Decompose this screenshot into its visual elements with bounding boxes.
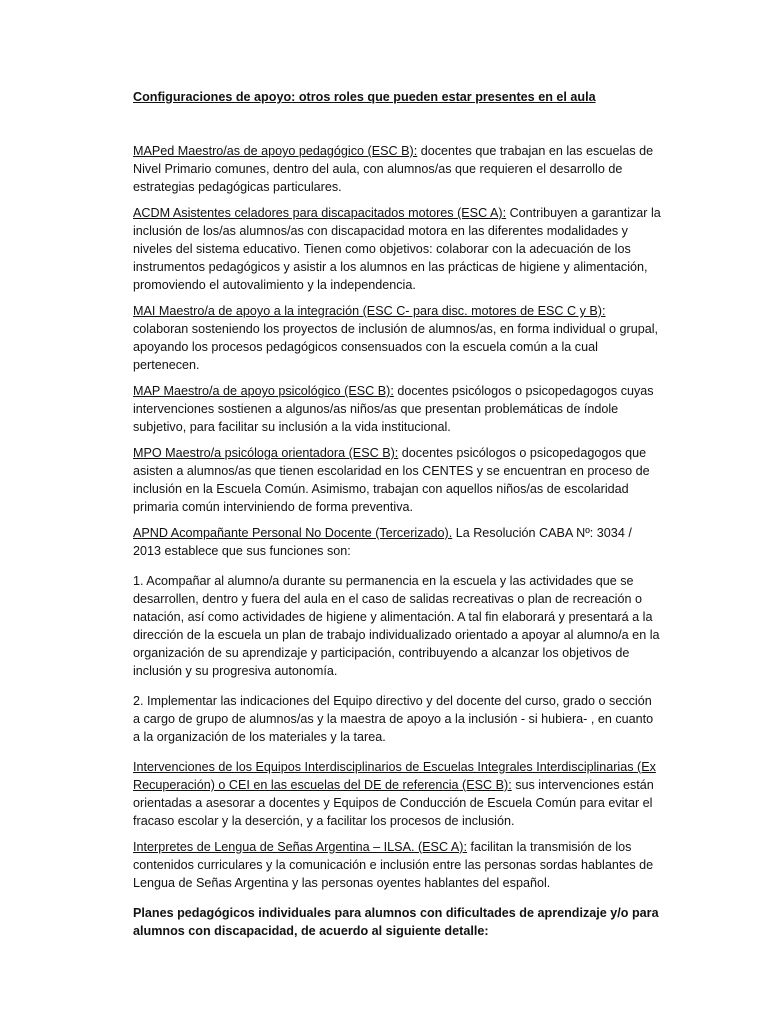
section-mpo: [133, 444, 661, 516]
section-heading: Interpretes de Lengua de Señas Argentina – ILSA. (ESC A):: [133, 840, 467, 854]
section-body: facilitan la transmisión de los contenidos curriculares y la comunicación e inclusión entre las personas sordas hablantes de Lengua de Señas Argentina y las personas oyentes hablantes del español.: [133, 840, 654, 890]
section-heading: MAP Maestro/a de apoyo psicológico (ESC B):: [133, 384, 394, 398]
section-body: docentes psicólogos o psicopedagogos cuyas intervenciones sostienen a algunos/as niños/as que presentan problemáticas de índole subjetivo, para facilitar su inclusión a la vida institucional.: [133, 384, 654, 434]
numbered-item-2: 2. Implementar las indicaciones del Equipo directivo y del docente del curso, grado o sección a cargo de grupo de alumnos/as y la maestra de apoyo a la inclusión - si hubiera- , en cuanto a la organización de los materiales y la tarea.: [133, 694, 654, 744]
section-heading: Intervenciones de los Equipos Interdisciplinarios de Escuelas Integrales Interdisciplinarias (Ex Recuperación) o CEI en las escuelas del DE de referencia (ESC B):: [133, 760, 656, 792]
section-equipos-interdisciplinarios: [133, 758, 661, 830]
section-heading: APND Acompañante Personal No Docente (Tercerizado).: [133, 526, 453, 540]
section-body: docentes que trabajan en las escuelas de Nivel Primario comunes, dentro del aula, con alumnos/as que requieren el desarrollo de estrategias pedagógicas particulares.: [133, 144, 654, 194]
section-body: docentes psicólogos o psicopedagogos que asisten a alumnos/as que tienen escolaridad en los CENTES y se encuentran en proceso de inclusión en la Escuela Común. Asimismo, trabajan con aquellos niños/as de escolaridad primaria común interviniendo de forma preventiva.: [133, 446, 650, 514]
section-mai: [133, 302, 661, 374]
section-acdm: [133, 204, 661, 294]
section-apnd: [133, 524, 661, 560]
document-page: [133, 88, 661, 948]
section-heading: MAPed Maestro/as de apoyo pedagógico (ESC B):: [133, 144, 418, 158]
section-body: colaboran sosteniendo los proyectos de inclusión de alumnos/as, en forma individual o grupal, apoyando los procesos pedagógicos consensuados con la escuela común a la cual pertenecen.: [133, 322, 659, 372]
closing-paragraph: Planes pedagógicos individuales para alumnos con dificultades de aprendizaje y/o para alumnos con discapacidad, de acuerdo al siguiente detalle:: [133, 906, 659, 938]
section-heading: ACDM Asistentes celadores para discapacitados motores (ESC A):: [133, 206, 507, 220]
section-body: La Resolución CABA Nº: 3034 / 2013 establece que sus funciones son:: [133, 526, 632, 558]
section-ilsa: [133, 838, 661, 892]
section-maped: [133, 142, 661, 196]
numbered-item-1: 1. Acompañar al alumno/a durante su permanencia en la escuela y las actividades que se desarrollen, dentro y fuera del aula en el caso de salidas recreativas o plan de recreación o natación, así como actividades de higiene y alimentación. A tal fin elaborará y presentará a la dirección de la escuela un plan de trabajo individualizado orientado a apoyar al alumno/a en la organización de su aprendizaje y participación, contribuyendo a alcanzar los objetivos de inclusión y su progresiva autonomía.: [133, 574, 660, 678]
section-map: [133, 382, 661, 436]
section-heading: MAI Maestro/a de apoyo a la integración (ESC C- para disc. motores de ESC C y B):: [133, 304, 606, 318]
section-body: Contribuyen a garantizar la inclusión de los/as alumnos/as con discapacidad motora en las diferentes modalidades y niveles del sistema educativo. Tienen como objetivos: colaborar con la adecuación de los instrumentos pedagógicos y asistir a los alumnos en las prácticas de higiene y alimentación, promoviendo el autovalimiento y la independencia.: [133, 206, 661, 292]
section-heading: MPO Maestro/a psicóloga orientadora (ESC B):: [133, 446, 399, 460]
section-body: sus intervenciones están orientadas a asesorar a docentes y Equipos de Conducción de Escuela Común para evitar el fracaso escolar y la deserción, y a facilitar los procesos de inclusión.: [133, 778, 654, 828]
document-title: Configuraciones de apoyo: otros roles que pueden estar presentes en el aula: [133, 90, 596, 104]
